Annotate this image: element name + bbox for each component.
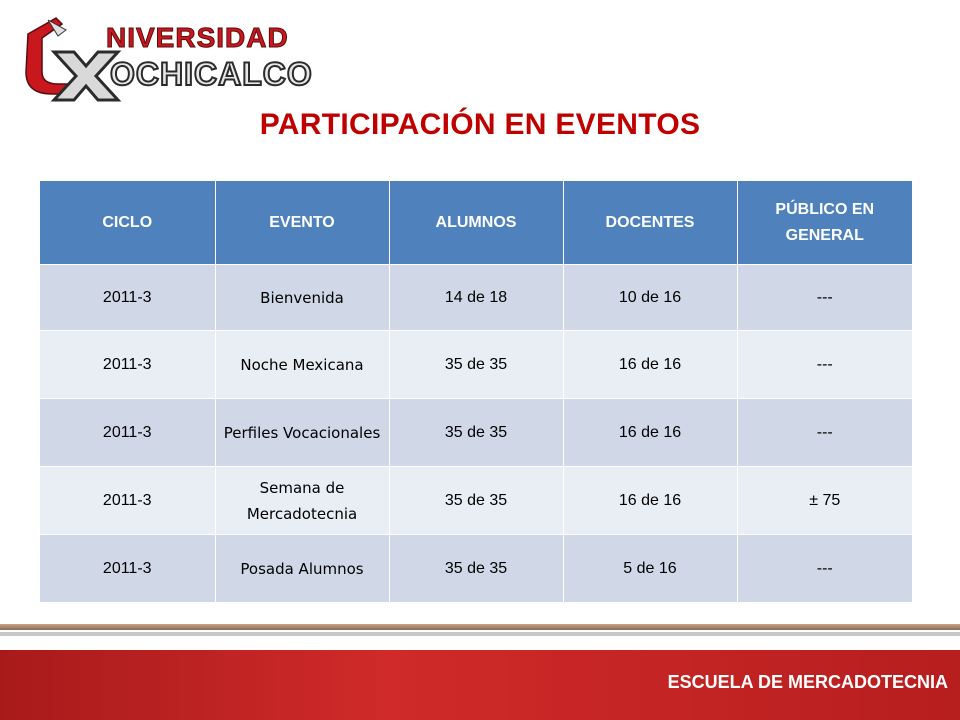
footer-label: ESCUELA DE MERCADOTECNIA [667,672,948,692]
cell-evento: Semana de Mercadotecnia [215,467,389,535]
cell-publico: --- [737,265,912,331]
header-ciclo: CICLO [40,181,215,265]
cell-docentes: 16 de 16 [563,331,737,399]
logo-line1: NIVERSIDAD [106,22,289,53]
table-header-row [40,181,912,265]
logo-line2: OCHICALCO [110,56,313,92]
cell-publico: --- [737,535,912,603]
cell-alumnos: 35 de 35 [389,535,563,603]
cell-ciclo: 2011-3 [40,331,215,399]
table-row [40,467,912,535]
cell-alumnos: 35 de 35 [389,467,563,535]
events-table [40,181,912,602]
table-row [40,535,912,603]
header-evento: EVENTO [215,181,389,265]
header-docentes: DOCENTES [563,181,737,265]
cell-alumnos: 35 de 35 [389,331,563,399]
cell-docentes: 16 de 16 [563,399,737,467]
cell-publico: --- [737,331,912,399]
cell-evento: Perfiles Vocacionales [215,399,389,467]
cell-evento: Bienvenida [215,265,389,331]
cell-ciclo: 2011-3 [40,399,215,467]
table-row [40,265,912,331]
cell-alumnos: 35 de 35 [389,399,563,467]
cell-docentes: 10 de 16 [563,265,737,331]
cell-evento: Posada Alumnos [215,535,389,603]
cell-publico: ± 75 [737,467,912,535]
cell-ciclo: 2011-3 [40,467,215,535]
header-alumnos: ALUMNOS [389,181,563,265]
footer-divider-secondary [0,632,960,636]
cell-evento: Noche Mexicana [215,331,389,399]
cell-docentes: 5 de 16 [563,535,737,603]
university-logo [18,14,313,102]
cell-ciclo: 2011-3 [40,265,215,331]
page-title: PARTICIPACIÓN EN EVENTOS [259,108,701,141]
cell-publico: --- [737,399,912,467]
table-row [40,331,912,399]
footer-band [0,650,960,720]
cell-alumnos: 14 de 18 [389,265,563,331]
cell-ciclo: 2011-3 [40,535,215,603]
cell-docentes: 16 de 16 [563,467,737,535]
header-publico: PÚBLICO EN GENERAL [737,181,912,265]
table-row [40,399,912,467]
footer-divider [0,624,960,630]
